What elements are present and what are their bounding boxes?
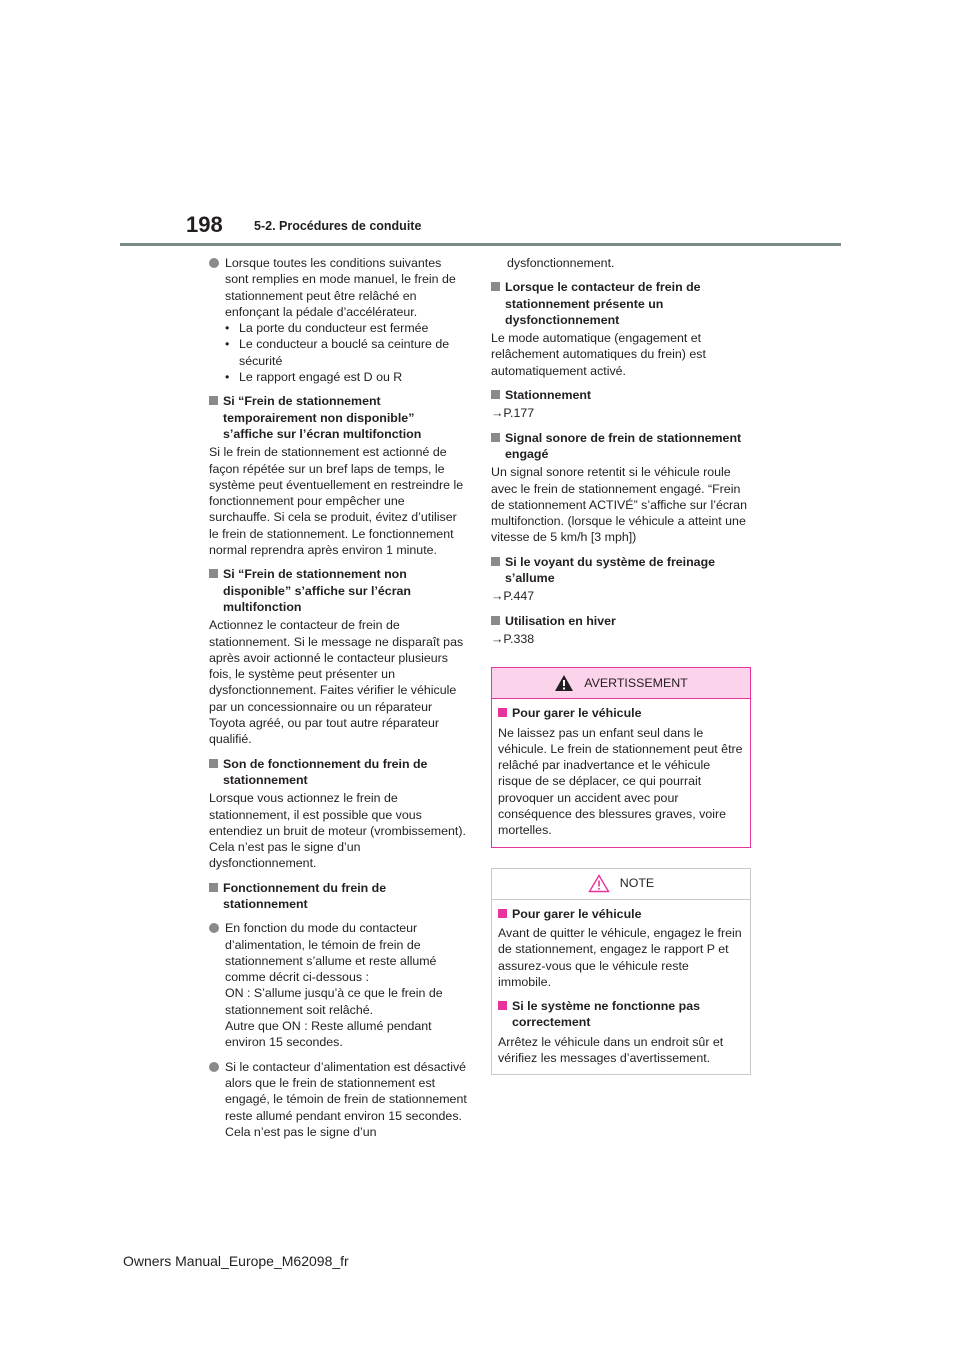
condition-item: • Le rapport engagé est D ou R: [225, 370, 403, 385]
bullet-icon: [209, 258, 219, 268]
note-triangle-icon: [588, 874, 610, 893]
section-heading: Fonctionnement du frein de stationnement: [209, 880, 467, 913]
bullet-icon: [209, 923, 219, 933]
section-unavailable: [209, 566, 467, 747]
square-marker-icon: [498, 708, 507, 717]
condition-item: • La porte du conducteur est fermée: [225, 321, 429, 336]
section-buzzer: [491, 430, 751, 546]
left-column: [209, 255, 467, 1148]
warning-heading: Pour garer le véhicule: [498, 705, 745, 721]
section-operation: [209, 880, 467, 913]
note-text: Avant de quitter le véhicule, engagez le frein de stationnement, engagez le rapport P et assurez-vous que le véhicule reste immobile.: [498, 925, 742, 989]
bullet-conditions: [209, 255, 467, 385]
section-parking: [491, 387, 751, 422]
footer-document-id: Owners Manual_Europe_M62098_fr: [123, 1253, 349, 1269]
square-marker-icon: [491, 557, 500, 566]
square-marker-icon: [491, 616, 500, 625]
warning-header: [492, 668, 750, 699]
section-text: Actionnez le contacteur de frein de stationnement. Si le message ne disparaît pas après avoir actionné le contacteur plusieurs fois, le système peut présenter un dysfonctionnement. Faites vérifier le véhicule par un concessionnaire ou un réparateur Toyota agréé, ou par tout autre réparateur qualifié.: [209, 618, 464, 747]
warning-body: [492, 699, 750, 846]
section-title: 5-2. Procédures de conduite: [254, 219, 422, 233]
section-heading: Si “Frein de stationnement temporairement non disponible” s’affiche sur l’écran multifonction: [209, 393, 467, 442]
section-temp-unavailable: [209, 393, 467, 558]
section-brake-warning-light: [491, 554, 751, 605]
section-text: Lorsque vous actionnez le frein de stationnement, il est possible que vous entendiez un bruit de moteur (vrombissement). Cela n’est pas le signe d’un dysfonctionnement.: [209, 791, 466, 871]
section-winter: [491, 613, 751, 648]
note-title: NOTE: [619, 876, 655, 891]
warning-triangle-icon: [554, 674, 574, 692]
warning-title: AVERTISSEMENT: [584, 676, 688, 691]
continued-text: dysfonctionnement.: [507, 256, 615, 270]
square-marker-icon: [491, 282, 500, 291]
note-header: [492, 869, 750, 900]
section-heading: Son de fonctionnement du frein de stationnement: [209, 756, 467, 789]
section-text: Si le frein de stationnement est actionné de façon répétée sur un bref laps de temps, le système peut éventuellement en restreindre le fonctionnement pour empêcher une surchauffe. Si cela se produit, évitez d’utiliser le frein de stationnement. Le fonctionnement normal reprendra après environ 1 minute.: [209, 445, 464, 558]
square-marker-icon: [209, 569, 218, 578]
section-operation-sound: [209, 756, 467, 872]
header-rule: [120, 243, 841, 246]
bullet-indicator-off: Si le contacteur d’alimentation est désactivé alors que le frein de stationnement est engagé, le témoin de frein de stationnement reste allumé pendant environ 15 secondes. Cela n’est pas le signe d’un: [209, 1059, 467, 1140]
right-column: [491, 255, 751, 1075]
note-box: [491, 868, 751, 1076]
square-marker-icon: [209, 759, 218, 768]
bullet-icon: [209, 1062, 219, 1072]
warning-text: Ne laissez pas un enfant seul dans le véhicule. Le frein de stationnement peut être relâché par inadvertance et le véhicule risque de se déplacer, ce qui pourrait provoquer un accident avec pour conséquence des blessures graves, voire mortelles.: [498, 725, 743, 838]
section-heading: Utilisation en hiver: [491, 613, 751, 629]
square-marker-icon: [209, 396, 218, 405]
section-heading: Lorsque le contacteur de frein de stationnement présente un dysfonctionnement: [491, 279, 751, 328]
note-heading: Si le système ne fonctionne pas correctement: [498, 998, 745, 1031]
square-marker-icon: [491, 390, 500, 399]
note-text: Arrêtez le véhicule dans un endroit sûr et vérifiez les messages d’avertissement.: [498, 1034, 724, 1065]
page-number: 198: [186, 212, 223, 237]
section-text: Un signal sonore retentit si le véhicule roule avec le frein de stationnement engagé. “Frein de stationnement ACTIVÉ” s’affiche sur l’écran multifonction. (lorsque le véhicule a atteint une vitesse de 5 km/h [3 mph]): [491, 465, 747, 545]
page-reference-link[interactable]: →P.338: [491, 631, 535, 646]
section-switch-malfunction: [491, 279, 751, 379]
note-body: [492, 900, 750, 1075]
section-heading: Signal sonore de frein de stationnement engagé: [491, 430, 751, 463]
bullet-text: Lorsque toutes les conditions suivantes sont remplies en mode manuel, le frein de stationnement peut être relâché en enfonçant la pédale d’accélérateur.: [225, 256, 456, 319]
square-marker-icon: [209, 883, 218, 892]
square-marker-icon: [498, 909, 507, 918]
section-heading: Si “Frein de stationnement non disponible” s’affiche sur l’écran multifonction: [209, 566, 467, 615]
condition-item: • Le conducteur a bouclé sa ceinture de sécurité: [225, 337, 450, 368]
square-marker-icon: [498, 1001, 507, 1010]
section-heading: Si le voyant du système de freinage s’allume: [491, 554, 751, 587]
page-reference-link[interactable]: →P.447: [491, 589, 535, 604]
bullet-indicator-mode: En fonction du mode du contacteur d’alimentation, le témoin de frein de stationnement s’allume et reste allumé comme décrit ci-dessous : ON : S’allume jusqu’à ce que le frein de stationnement soit relâché. Autre que ON : Reste allumé pendant environ 15 secondes.: [209, 920, 467, 1050]
section-heading: Stationnement: [491, 387, 751, 403]
section-text: Le mode automatique (engagement et relâchement automatiques du frein) est automatiquement activé.: [491, 331, 706, 378]
note-heading: Pour garer le véhicule: [498, 906, 745, 922]
warning-box: [491, 667, 751, 847]
square-marker-icon: [491, 433, 500, 442]
page-reference-link[interactable]: →P.177: [491, 406, 535, 421]
